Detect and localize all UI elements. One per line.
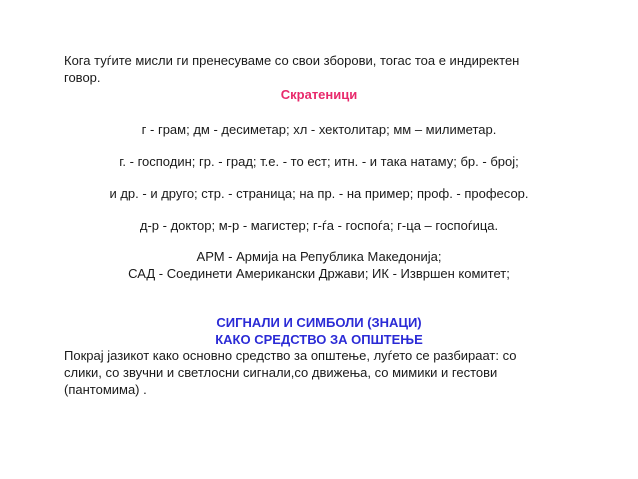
abbreviation-line: г - грам; дм - десиметар; хл - хектолитар; мм – милиметар. [141,122,497,137]
abbreviation-line: АРМ - Армија на Република Македонија; [196,249,442,264]
intro-line: говор. [64,70,101,85]
abbreviations-title: Скратеници [280,87,358,102]
signals-body-line: (пантомима) . [64,382,147,397]
signals-body-line: слики, со звучни и светлосни сигнали,со движења, со мимики и гестови [64,365,498,380]
abbreviation-line: д-р - доктор; м-р - магистер; г-ѓа - госпоѓа; г-ца – госпоѓица. [139,218,499,233]
signals-subtitle: КАКО СРЕДСТВО ЗА ОПШТЕЊЕ [215,332,423,347]
signals-title: СИГНАЛИ И СИМБОЛИ (ЗНАЦИ) [216,315,422,330]
intro-line: Кога туѓите мисли ги пренесуваме со свои зборови, тогас тоа е индиректен [64,53,520,68]
abbreviation-line: САД - Соединети Американски Држави; ИК - Извршен комитет; [128,266,510,281]
abbreviation-line: г. - господин; гр. - град; т.е. - то ест; итн. - и така натаму; бр. - број; [119,154,519,169]
abbreviation-line: и др. - и друго; стр. - страница; на пр. - на пример; проф. - професор. [109,186,529,201]
signals-body-line: Покрај јазикот како основно средство за општење, луѓето се разбираат: со [64,348,517,363]
